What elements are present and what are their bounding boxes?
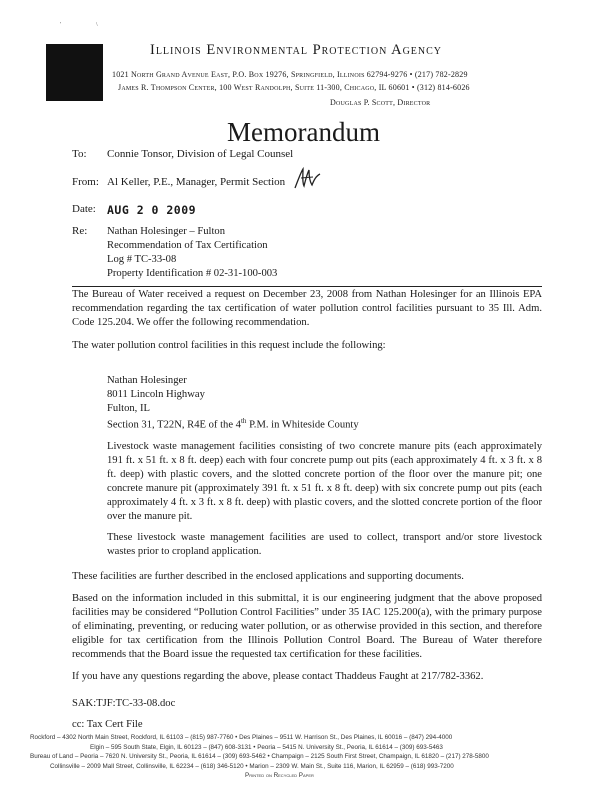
director-line: Douglas P. Scott, Director — [330, 98, 431, 107]
re-block — [107, 225, 277, 281]
agency-logo — [46, 44, 103, 101]
scan-mark-right: \ — [96, 22, 98, 28]
date-value: AUG 2 0 2009 — [107, 203, 197, 217]
location-superscript: th — [240, 417, 247, 425]
from-value: Al Keller, P.E., Manager, Permit Section — [107, 176, 286, 188]
location-text: Section 31, T22N, R4E of the 4 — [107, 419, 241, 431]
signature-initials — [292, 166, 324, 192]
recycled-paper-note: Printed on Recycled Paper — [245, 772, 314, 779]
supporting-docs-paragraph: These facilities are further described in the enclosed applications and supporting documents. — [72, 571, 464, 582]
recommendation-paragraph: Based on the information included in this submittal, it is our engineering judgment that the above proposed facilities may be considered “Pollution Control Facilities” under 35 IAC 125.200(a), with the primary purpose of eliminating, preventing, or reducing water pollution, or as otherwise provided in this section, and therefore eligible for tax certification from the Illinois Pollution Control Board. The Bureau of Water therefore recommends that the Board issue the requested tax certification for these facilities. — [72, 593, 542, 660]
re-line: Log # TC-33-08 — [107, 254, 177, 265]
re-line: Nathan Holesinger – Fulton — [107, 226, 225, 237]
cc-line: cc: Tax Cert File — [72, 719, 143, 730]
from-label: From: — [72, 176, 99, 188]
legal-location — [107, 414, 359, 433]
location-text-end: P.M. in Whiteside County — [246, 419, 359, 431]
footer-line: Bureau of Land – Peoria – 7620 N. University St., Peoria, IL 61614 – (309) 693-5462 • Champaign – 2125 South First Street, Champaign, IL 61820 – (217) 278-5800 — [30, 753, 489, 760]
contact-paragraph: If you have any questions regarding the above, please contact Thaddeus Faught at 217/782-3362. — [72, 671, 484, 682]
address-line-2: James R. Thompson Center, 100 West Randolph, Suite 11-300, Chicago, IL 60601 • (312) 814-6026 — [118, 83, 470, 92]
facilities-intro: The water pollution control facilities in this request include the following: — [72, 340, 386, 351]
re-line: Property Identification # 02-31-100-003 — [107, 268, 278, 279]
re-line: Recommendation of Tax Certification — [107, 240, 268, 251]
header-divider — [72, 286, 542, 287]
re-label: Re: — [72, 225, 88, 237]
scan-mark-left: ' — [60, 22, 62, 28]
reference-initials: SAK:TJF:TC-33-08.doc — [72, 698, 176, 709]
applicant-line: Nathan Holesinger — [107, 375, 187, 386]
applicant-line: Fulton, IL — [107, 403, 150, 414]
applicant-line: 8011 Lincoln Highway — [107, 389, 205, 400]
footer-line: Collinsville – 2009 Mall Street, Collinsville, IL 62234 – (618) 346-5120 • Marion – 2309 W. Main St., Suite 116, Marion, IL 62959 – (618) 993-7200 — [50, 762, 454, 770]
agency-name: Illinois Environmental Protection Agency — [150, 42, 443, 58]
facility-use: These livestock waste management facilities are used to collect, transport and/or store livestock wastes prior to cropland application. — [107, 532, 542, 557]
regional-offices-footer — [30, 733, 590, 781]
applicant-address — [107, 374, 205, 416]
memo-title: Memorandum — [227, 117, 380, 147]
footer-line: Rockford – 4302 North Main Street, Rockford, IL 61103 – (815) 987-7760 • Des Plaines – 9511 W. Harrison St., Des Plaines, IL 60016 – (847) 294-4000 — [30, 734, 453, 741]
to-value: Connie Tonsor, Division of Legal Counsel — [107, 148, 294, 160]
intro-paragraph: The Bureau of Water received a request on December 23, 2008 from Nathan Holesinger for an Illinois EPA recommendation regarding the tax certification of water pollution control facilities pursuant to 35 Ill. Adm. Code 125.204. We offer the following recommendation. — [72, 289, 542, 328]
facility-description: Livestock waste management facilities consisting of two concrete manure pits (each approximately 191 ft. x 51 ft. x 8 ft. deep) each with four concrete pump out pits (each approximately 4 ft. x 3 ft. x 8 ft. deep) with plastic covers, and the slotted concrete portion of the floor over the manure pit; one concrete manure pit (approximately 391 ft. x 51 ft. x 8 ft. deep) with six concrete pump out pits (each approximately 4 ft. x 3 ft. x 8 ft. deep) with plastic covers, and the slotted concrete portion of the floor over the manure pit. — [107, 441, 542, 522]
date-label: Date: — [72, 203, 96, 215]
to-label: To: — [72, 148, 87, 160]
footer-line: Elgin – 595 South State, Elgin, IL 60123 – (847) 608-3131 • Peoria – 5415 N. University St., Peoria, IL 61614 – (309) 693-5463 — [90, 743, 443, 751]
address-line-1: 1021 North Grand Avenue East, P.O. Box 19276, Springfield, Illinois 62794-9276 • (217) 782-2829 — [112, 70, 468, 79]
